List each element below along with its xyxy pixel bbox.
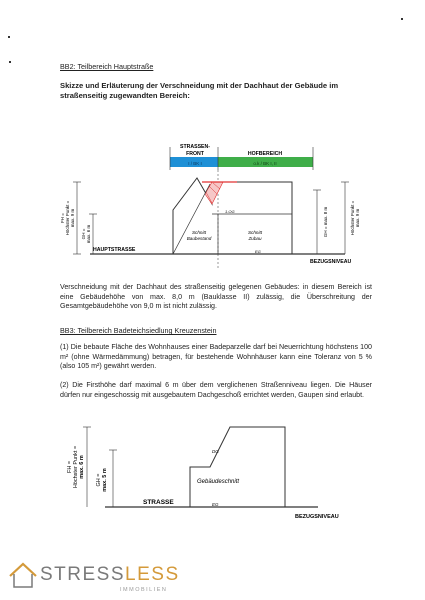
strasse-label: STRASSE [143, 499, 174, 506]
logo-sub: IMMOBILIEN [120, 587, 168, 593]
paragraph-bb2: Verschneidung mit der Dachhaut des straßenseitig gelegenen Gebäudes: in diesem Bereich ist eine Gebäudehöhe von max. 8,0 m (Bauklasse II) zulässig, die Überschreitung der Gesamtgebäudehöhe von 9,0 m ist nicht zulässig. [60, 283, 372, 311]
hofbereich-label: HOFBEREICH [247, 151, 283, 157]
bar2-label: o.k / BK I, II [253, 161, 277, 166]
fh-label-1: FH = [60, 213, 65, 223]
diagonal-cut [173, 184, 210, 254]
schnitt-zubau-1: Schnitt [247, 230, 263, 235]
hatched-area [205, 182, 223, 204]
paragraph-bb3-1: (1) Die bebaute Fläche des Wohnhauses einer Badeparzelle darf bei Neuerrichtung höchstens 100 m² (ohne Wärmedämmung) betragen, für bestehende Wohnhäuser kann eine Toleranz von 5 % (also 105 m²) gewährt werden. [60, 343, 372, 371]
logo-wordmark [40, 564, 180, 586]
house-outline [190, 427, 285, 507]
bezugsniveau-label: BEZUGSNIVEAU [310, 259, 352, 265]
fh-label-2-2: Höchster Punkt = [73, 445, 79, 489]
dg-label: DG [212, 449, 219, 454]
bezugsniveau-label-2: BEZUGSNIVEAU [295, 514, 339, 520]
eg-label: EG [255, 249, 261, 254]
og-label: 1.OG [225, 209, 235, 214]
gh-label-2-1: GH = [96, 473, 102, 487]
schnitt-zubau-2: Zubau [248, 236, 262, 241]
gh-label-2: max. 6 m [86, 224, 91, 244]
fh-right-label-1: Höchster Punkt = [350, 200, 355, 236]
building-outline [173, 178, 292, 254]
strassen-front-label: STRASSEN- [180, 144, 210, 150]
fh-label-3: max. 9 m [70, 208, 75, 228]
fh-label-2-3: max. 6 m [79, 455, 85, 479]
gebaeudeschnitt-label: Gebäudeschnitt [197, 479, 240, 485]
gh-right-label: GH = max. 8 m [323, 206, 328, 238]
fh-label-2: Höchster Punkt = [65, 200, 70, 236]
strassen-front-label-2: FRONT [186, 151, 204, 157]
section-heading-bb3: BB3: Teilbereich Badeteichsiedlung Kreuzenstein [60, 326, 217, 335]
fh-label-2-1: FH = [67, 460, 73, 474]
scan-mark [9, 61, 11, 63]
section-heading-bb2: BB2: Teilbereich Hauptstraße [60, 62, 154, 71]
scan-mark [401, 18, 403, 20]
section-title-bb2: Skizze und Erläuterung der Verschneidung mit der Dachhaut der Gebäude im straßenseitig zugewandten Bereich: [60, 81, 339, 101]
bar1-label: I / BK I [188, 161, 202, 166]
hauptstrasse-label: HAUPTSTRASSE [93, 247, 136, 253]
diagram-bb3 [55, 420, 375, 530]
fh-right-label-2: max. 9 m [355, 208, 360, 228]
schnitt-bestand-1: Schnitt [191, 230, 207, 235]
paragraph-bb3-2: (2) Die Firsthöhe darf maximal 6 m über dem verglichenen Straßenniveau liegen. Die Häuser dürfen nur eingeschossig mit ausgebautem Dachgeschoß errichtet werden, Gaupen sind erlaubt. [60, 381, 372, 399]
schnitt-bestand-2: Baubestand [186, 236, 212, 241]
logo-part1: STRESS [40, 564, 126, 585]
gh-label-1: GH = [81, 228, 86, 240]
gh-label-2-2: max. 5 m [102, 468, 108, 492]
scan-mark [8, 36, 10, 38]
logo-house-icon [8, 560, 38, 590]
logo-part2: LESS [125, 564, 180, 585]
eg-label-2: EG [212, 502, 219, 507]
diagram-bb2 [55, 140, 375, 275]
